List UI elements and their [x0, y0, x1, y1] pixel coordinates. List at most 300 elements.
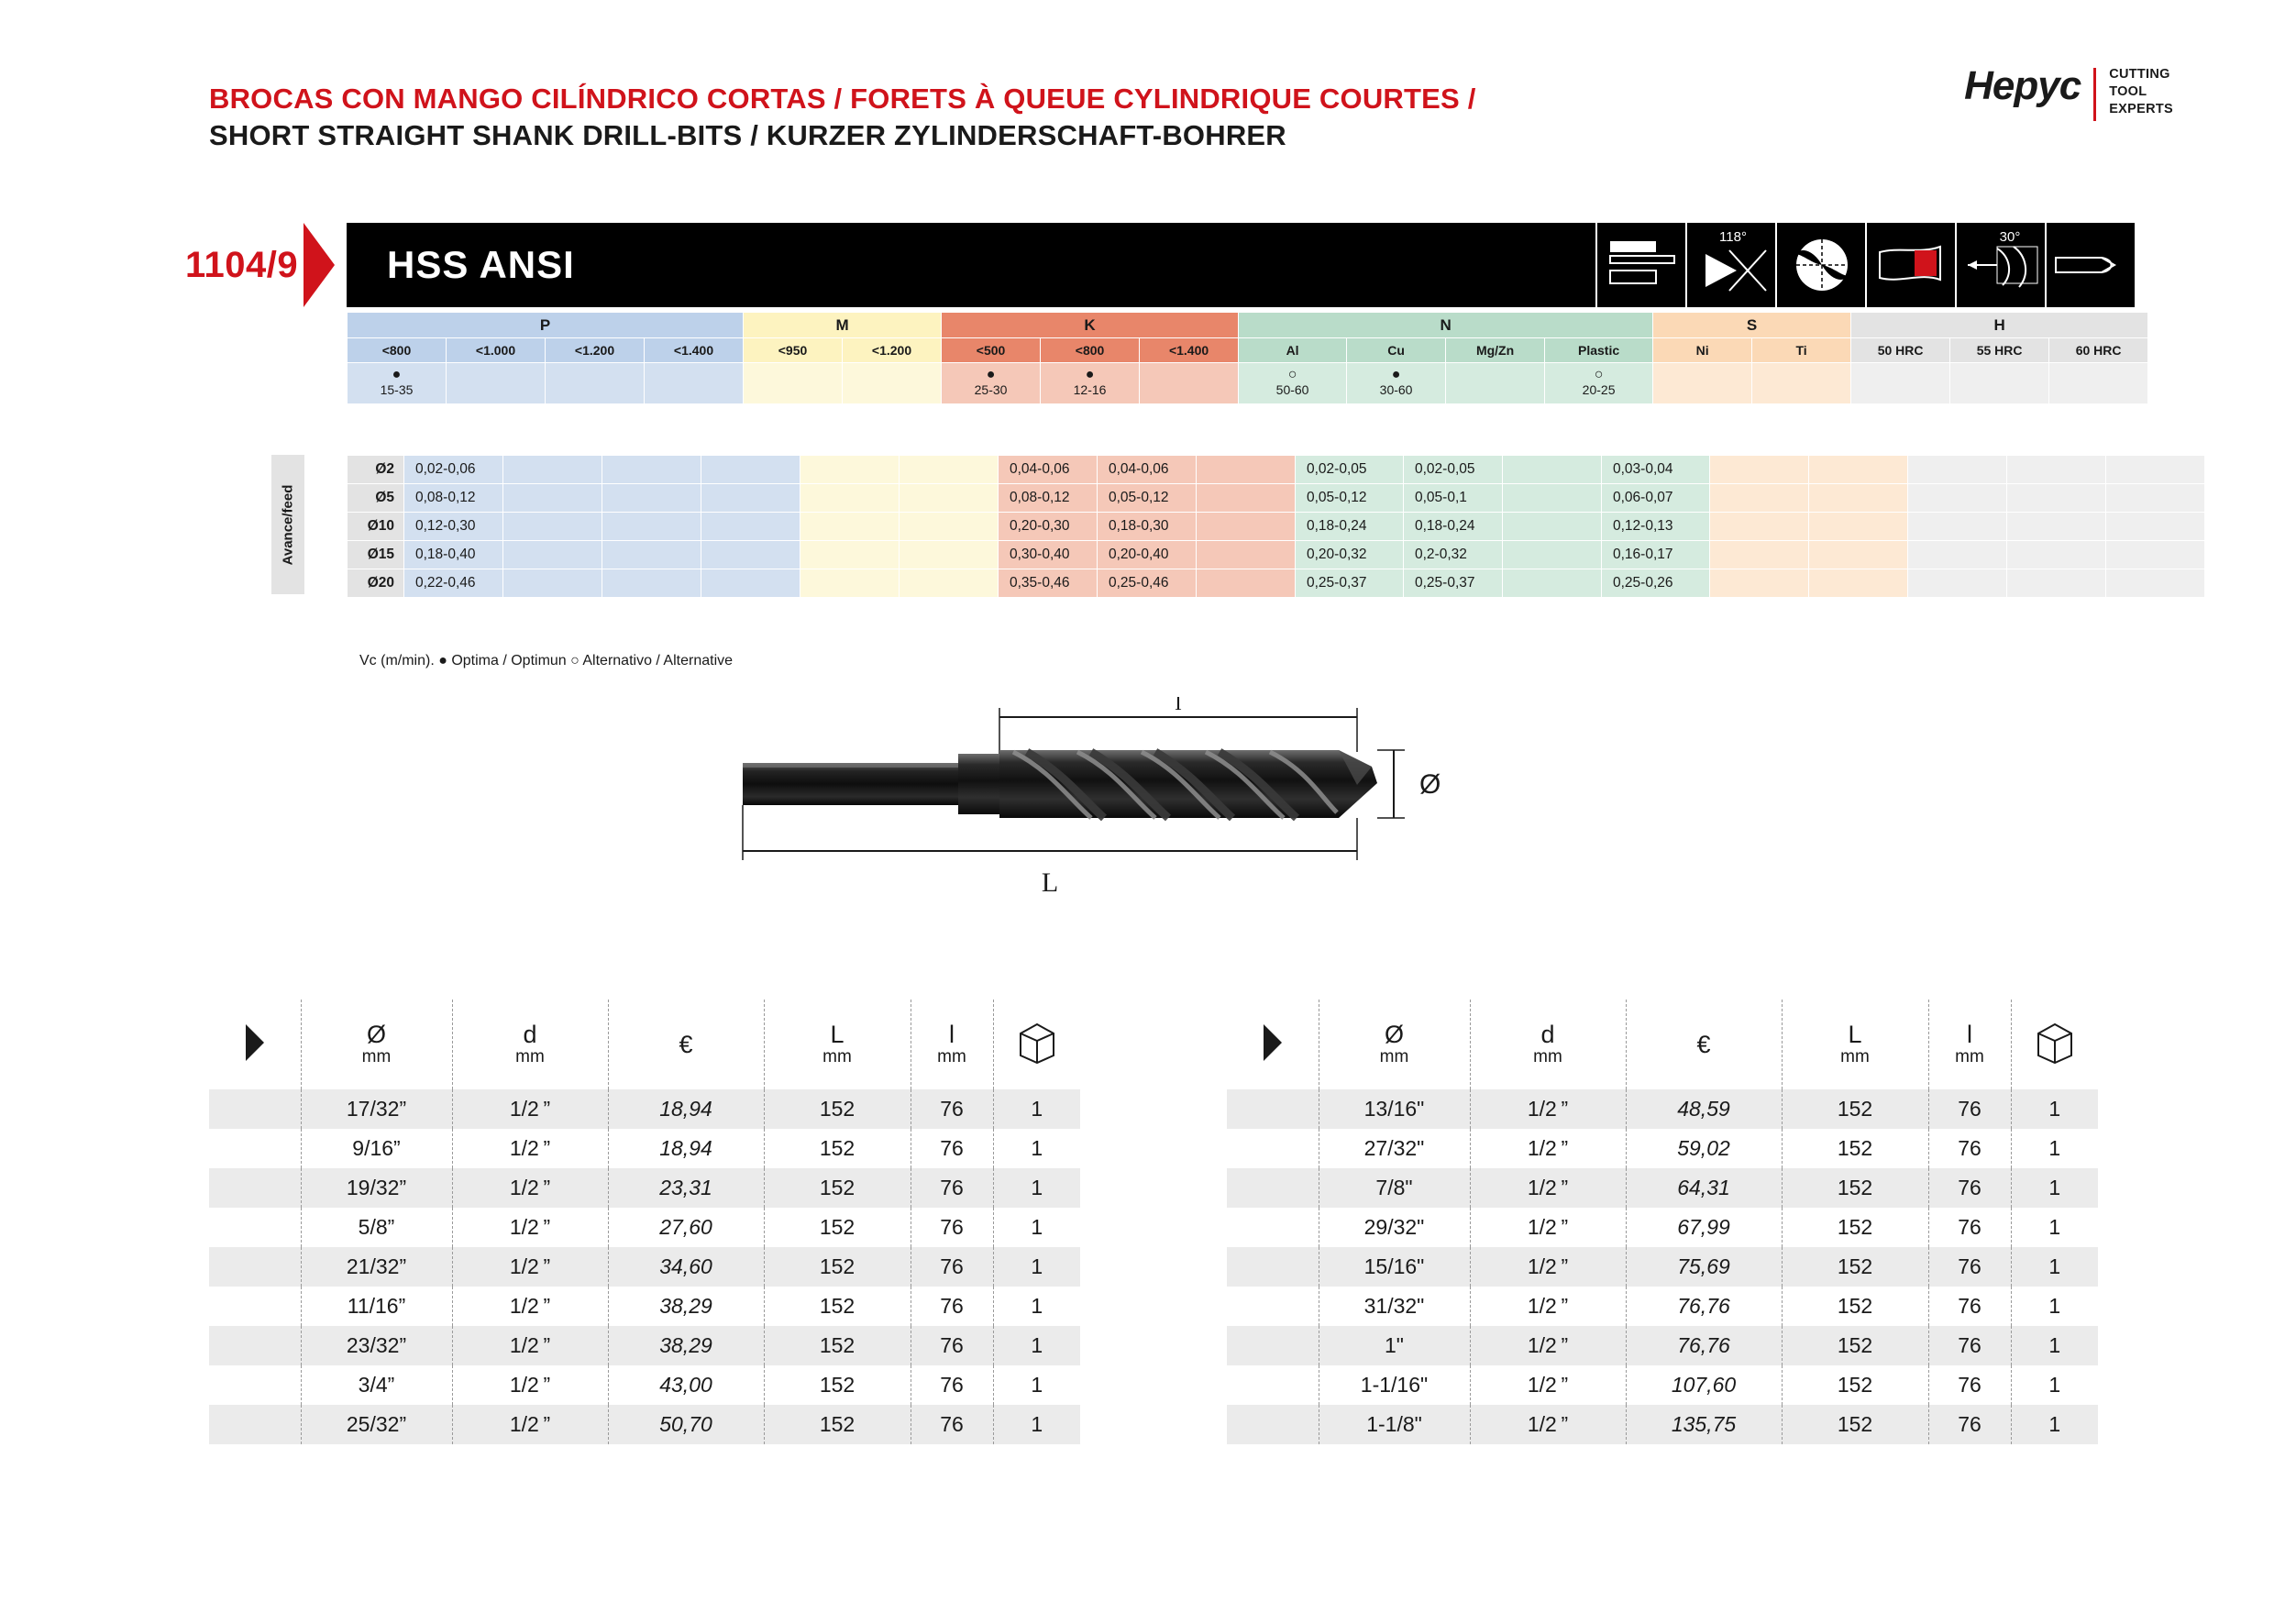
col-length: [1782, 1000, 1928, 1089]
cell-flute: 76: [1928, 1405, 2011, 1444]
price-rows-right: [1227, 1089, 2098, 1444]
row-arrow-icon: [209, 1000, 301, 1089]
table-row: [348, 569, 2205, 598]
feed-dia-4: Ø20: [348, 569, 404, 598]
table-row: [209, 1129, 1080, 1168]
feed-0-8: [1197, 456, 1296, 484]
cell-shank: 1/2 ”: [452, 1168, 608, 1208]
cell-shank: 1/2 ”: [452, 1089, 608, 1129]
feed-axis-label: [271, 455, 304, 594]
feed-1-5: [900, 484, 999, 513]
cell-flute: 76: [1928, 1287, 2011, 1326]
feed-0-7: 0,04-0,06: [1098, 456, 1197, 484]
cell-price: 59,02: [1626, 1129, 1782, 1168]
cell-pack: 1: [993, 1287, 1080, 1326]
feed-1-9: 0,05-0,12: [1296, 484, 1404, 513]
feed-2-13: [1710, 513, 1809, 541]
feed-4-12: 0,25-0,26: [1602, 569, 1710, 598]
price-header-row-left: [209, 1000, 1080, 1089]
vc-15: [1851, 363, 1950, 404]
sub-14: Ti: [1752, 338, 1851, 363]
table-row: [209, 1089, 1080, 1129]
sub-4: <950: [744, 338, 843, 363]
feed-2-14: [1809, 513, 1908, 541]
feed-0-2: [602, 456, 701, 484]
vc-6: [942, 363, 1041, 404]
feed-0-13: [1710, 456, 1809, 484]
cell-flute: 76: [911, 1089, 993, 1129]
product-banner: [183, 223, 2135, 307]
feed-1-7: 0,05-0,12: [1098, 484, 1197, 513]
cell-pack: 1: [2011, 1129, 2098, 1168]
cell-price: 75,69: [1626, 1247, 1782, 1287]
sub-16: 55 HRC: [1950, 338, 2049, 363]
table-row: [209, 1405, 1080, 1444]
vc-val-7: 12-16: [1073, 382, 1107, 398]
feed-4-17: [2106, 569, 2205, 598]
cell-length: 152: [1782, 1089, 1928, 1129]
feed-1-15: [1908, 484, 2007, 513]
cell-length: 152: [764, 1405, 911, 1444]
feed-2-2: [602, 513, 701, 541]
cell-price: 18,94: [608, 1089, 764, 1129]
feed-0-10: 0,02-0,05: [1404, 456, 1503, 484]
helix-angle-label: 30°: [1999, 229, 2021, 245]
feed-2-11: [1503, 513, 1602, 541]
row-arrow-cell: [209, 1208, 301, 1247]
feed-4-10: 0,25-0,37: [1404, 569, 1503, 598]
vc-16: [1950, 363, 2049, 404]
feed-dia-2: Ø10: [348, 513, 404, 541]
table-row: [348, 484, 2205, 513]
col-shank: [1470, 1000, 1626, 1089]
feed-4-5: [900, 569, 999, 598]
cell-length: 152: [1782, 1208, 1928, 1247]
row-arrow-cell: [1227, 1168, 1319, 1208]
dim-l-label: l: [1175, 697, 1182, 715]
price-table-left: [209, 1000, 1080, 1444]
group-M: M: [744, 313, 942, 338]
cell-price: 43,00: [608, 1365, 764, 1405]
table-row: [348, 513, 2205, 541]
group-S: S: [1653, 313, 1851, 338]
feed-1-8: [1197, 484, 1296, 513]
cell-diameter: 9/16”: [301, 1129, 452, 1168]
row-arrow-cell: [1227, 1089, 1319, 1129]
cell-shank: 1/2 ”: [452, 1247, 608, 1287]
table-row: [1227, 1247, 2098, 1287]
cell-shank: 1/2 ”: [452, 1129, 608, 1168]
cell-price: 38,29: [608, 1287, 764, 1326]
feed-2-7: 0,18-0,30: [1098, 513, 1197, 541]
vc-mark-12: ○: [1594, 367, 1604, 383]
sub-7: <800: [1041, 338, 1140, 363]
col-flute: [1928, 1000, 2011, 1089]
feed-dia-1: Ø5: [348, 484, 404, 513]
row-arrow-cell: [209, 1089, 301, 1129]
cell-pack: 1: [2011, 1168, 2098, 1208]
logo-tagline-1: CUTTING: [2109, 67, 2170, 82]
feed-3-9: 0,20-0,32: [1296, 541, 1404, 569]
vc-7: [1041, 363, 1140, 404]
sub-9: Al: [1239, 338, 1347, 363]
cell-shank: 1/2 ”: [452, 1326, 608, 1365]
feed-3-12: 0,16-0,17: [1602, 541, 1710, 569]
material-title: HSS ANSI: [387, 243, 575, 286]
cell-shank: 1/2 ”: [1470, 1287, 1626, 1326]
col-flute-unit: mm: [1955, 1047, 1984, 1067]
feed-2-4: [800, 513, 900, 541]
feed-3-11: [1503, 541, 1602, 569]
cell-price: 76,76: [1626, 1326, 1782, 1365]
cell-shank: 1/2 ”: [1470, 1247, 1626, 1287]
col-pack: [993, 1000, 1080, 1089]
sub-15: 50 HRC: [1851, 338, 1950, 363]
cell-length: 152: [764, 1247, 911, 1287]
cell-pack: 1: [993, 1208, 1080, 1247]
table-row: [1227, 1089, 2098, 1129]
feed-4-14: [1809, 569, 1908, 598]
feed-3-3: [701, 541, 800, 569]
row-arrow-cell: [209, 1129, 301, 1168]
sub-3: <1.400: [645, 338, 744, 363]
feed-0-4: [800, 456, 900, 484]
cell-shank: 1/2 ”: [452, 1287, 608, 1326]
feed-4-8: [1197, 569, 1296, 598]
cell-pack: 1: [2011, 1405, 2098, 1444]
feed-0-17: [2106, 456, 2205, 484]
feed-0-6: 0,04-0,06: [999, 456, 1098, 484]
col-length: [764, 1000, 911, 1089]
feed-4-1: [503, 569, 602, 598]
spec-icon-strip: [1595, 223, 2135, 307]
col-price: [608, 1000, 764, 1089]
sub-1: <1.000: [447, 338, 546, 363]
feed-dia-3: Ø15: [348, 541, 404, 569]
table-row: [348, 456, 2205, 484]
feed-4-13: [1710, 569, 1809, 598]
cell-price: 34,60: [608, 1247, 764, 1287]
feed-4-3: [701, 569, 800, 598]
cell-diameter: 1": [1319, 1326, 1470, 1365]
row-arrow-cell: [209, 1405, 301, 1444]
table-row: [1227, 1326, 2098, 1365]
table-row: [209, 1326, 1080, 1365]
feed-dia-0: Ø2: [348, 456, 404, 484]
cell-price: 48,59: [1626, 1089, 1782, 1129]
cell-pack: 1: [2011, 1365, 2098, 1405]
cell-diameter: 31/32": [1319, 1287, 1470, 1326]
cell-price: 38,29: [608, 1326, 764, 1365]
col-flute-sym: l: [949, 1020, 955, 1048]
row-arrow-cell: [1227, 1405, 1319, 1444]
vc-0: [348, 363, 447, 404]
row-arrow-cell: [1227, 1208, 1319, 1247]
feed-3-0: 0,18-0,40: [404, 541, 503, 569]
col-flute: [911, 1000, 993, 1089]
feed-1-0: 0,08-0,12: [404, 484, 503, 513]
feed-0-14: [1809, 456, 1908, 484]
col-shank-unit: mm: [1533, 1047, 1562, 1067]
vc-mark-7: ●: [1085, 367, 1095, 383]
feed-1-16: [2007, 484, 2106, 513]
material-speed-table: [347, 312, 2148, 404]
feed-2-15: [1908, 513, 2007, 541]
feed-2-17: [2106, 513, 2205, 541]
row-arrow-cell: [209, 1168, 301, 1208]
feed-4-9: 0,25-0,37: [1296, 569, 1404, 598]
price-header-row-right: [1227, 1000, 2098, 1089]
feed-4-4: [800, 569, 900, 598]
feed-2-6: 0,20-0,30: [999, 513, 1098, 541]
group-N: N: [1239, 313, 1653, 338]
group-K: K: [942, 313, 1239, 338]
cell-diameter: 5/8”: [301, 1208, 452, 1247]
point-angle-label: 118°: [1719, 229, 1747, 245]
cell-flute: 76: [1928, 1129, 2011, 1168]
cell-price: 107,60: [1626, 1365, 1782, 1405]
feed-1-11: [1503, 484, 1602, 513]
cell-diameter: 19/32”: [301, 1168, 452, 1208]
col-price: [1626, 1000, 1782, 1089]
cell-pack: 1: [993, 1365, 1080, 1405]
feed-4-0: 0,22-0,46: [404, 569, 503, 598]
cell-shank: 1/2 ”: [1470, 1326, 1626, 1365]
sub-17: 60 HRC: [2049, 338, 2148, 363]
cell-pack: 1: [2011, 1089, 2098, 1129]
col-diameter-sym: Ø: [366, 1020, 386, 1048]
vc-13: [1653, 363, 1752, 404]
cell-flute: 76: [1928, 1326, 2011, 1365]
table-row: [209, 1365, 1080, 1405]
feed-1-4: [800, 484, 900, 513]
row-arrow-cell: [1227, 1129, 1319, 1168]
sub-12: Plastic: [1545, 338, 1653, 363]
feed-2-9: 0,18-0,24: [1296, 513, 1404, 541]
cell-pack: 1: [993, 1247, 1080, 1287]
table-row: [1227, 1129, 2098, 1168]
table-row: [348, 541, 2205, 569]
cell-pack: 1: [2011, 1247, 2098, 1287]
col-length-unit: mm: [1840, 1047, 1870, 1067]
col-price-sym: €: [679, 1030, 693, 1058]
feed-0-16: [2007, 456, 2106, 484]
vc-9: [1239, 363, 1347, 404]
logo-tagline: [2109, 66, 2173, 118]
cell-diameter: 11/16”: [301, 1287, 452, 1326]
feed-4-6: 0,35-0,46: [999, 569, 1098, 598]
material-group-row: [348, 313, 2148, 338]
vc-5: [843, 363, 942, 404]
row-arrow-cell: [1227, 1247, 1319, 1287]
cell-shank: 1/2 ”: [1470, 1365, 1626, 1405]
vc-mark-6: ●: [986, 367, 996, 383]
vc-row: [348, 363, 2148, 404]
feed-0-1: [503, 456, 602, 484]
feed-3-14: [1809, 541, 1908, 569]
cell-length: 152: [1782, 1365, 1928, 1405]
feed-0-3: [701, 456, 800, 484]
cell-diameter: 1-1/16": [1319, 1365, 1470, 1405]
row-arrow-cell: [209, 1287, 301, 1326]
cell-flute: 76: [911, 1247, 993, 1287]
feed-0-9: 0,02-0,05: [1296, 456, 1404, 484]
sub-6: <500: [942, 338, 1041, 363]
cell-length: 152: [764, 1287, 911, 1326]
feed-3-15: [1908, 541, 2007, 569]
title-line-1: BROCAS CON MANGO CILÍNDRICO CORTAS / FORETS À QUEUE CYLINDRIQUE COURTES /: [209, 83, 1476, 115]
table-row: [1227, 1405, 2098, 1444]
cell-flute: 76: [1928, 1168, 2011, 1208]
cell-flute: 76: [1928, 1365, 2011, 1405]
product-figure: [724, 697, 1595, 935]
table-row: [209, 1287, 1080, 1326]
cell-length: 152: [764, 1365, 911, 1405]
sub-13: Ni: [1653, 338, 1752, 363]
feed-0-5: [900, 456, 999, 484]
col-length-unit: mm: [822, 1047, 852, 1067]
row-arrow-cell: [209, 1365, 301, 1405]
feed-2-3: [701, 513, 800, 541]
cell-price: 135,75: [1626, 1405, 1782, 1444]
row-arrow-cell: [209, 1326, 301, 1365]
col-diameter-sym: Ø: [1384, 1020, 1404, 1048]
dim-L-label: L: [1041, 867, 1059, 898]
cell-length: 152: [764, 1089, 911, 1129]
vc-mark-0: ●: [392, 367, 402, 383]
cell-diameter: 27/32": [1319, 1129, 1470, 1168]
feed-1-1: [503, 484, 602, 513]
feed-0-0: 0,02-0,06: [404, 456, 503, 484]
cell-length: 152: [1782, 1129, 1928, 1168]
cell-length: 152: [1782, 1168, 1928, 1208]
feed-3-1: [503, 541, 602, 569]
shank-step-icon: [1595, 223, 1685, 307]
cell-shank: 1/2 ”: [452, 1405, 608, 1444]
cell-flute: 76: [911, 1365, 993, 1405]
cell-shank: 1/2 ”: [452, 1208, 608, 1247]
cell-diameter: 1-1/8": [1319, 1405, 1470, 1444]
feed-4-7: 0,25-0,46: [1098, 569, 1197, 598]
cell-pack: 1: [993, 1129, 1080, 1168]
vc-17: [2049, 363, 2148, 404]
sub-2: <1.200: [546, 338, 645, 363]
vc-val-9: 50-60: [1275, 382, 1309, 398]
cell-diameter: 3/4”: [301, 1365, 452, 1405]
col-flute-sym: l: [1967, 1020, 1972, 1048]
logo-tagline-3: EXPERTS: [2109, 102, 2173, 117]
cell-length: 152: [1782, 1326, 1928, 1365]
vc-2: [546, 363, 645, 404]
cell-diameter: 13/16": [1319, 1089, 1470, 1129]
cell-pack: 1: [993, 1326, 1080, 1365]
cell-flute: 76: [911, 1168, 993, 1208]
vc-legend: Vc (m/min). ● Optima / Optimun ○ Alternativo / Alternative: [359, 653, 734, 668]
row-arrow-cell: [1227, 1365, 1319, 1405]
feed-1-10: 0,05-0,1: [1404, 484, 1503, 513]
vc-1: [447, 363, 546, 404]
row-arrow-cell: [209, 1247, 301, 1287]
feed-2-12: 0,12-0,13: [1602, 513, 1710, 541]
cell-flute: 76: [1928, 1208, 2011, 1247]
logo-wordmark: Hepyc: [1964, 63, 2081, 108]
cell-price: 50,70: [608, 1405, 764, 1444]
cell-diameter: 23/32”: [301, 1326, 452, 1365]
cell-diameter: 29/32": [1319, 1208, 1470, 1247]
feed-2-16: [2007, 513, 2106, 541]
cell-price: 67,99: [1626, 1208, 1782, 1247]
col-price-sym: €: [1696, 1030, 1711, 1058]
col-diameter-unit: mm: [1379, 1047, 1409, 1067]
cell-pack: 1: [993, 1168, 1080, 1208]
shank-type-icon: [2045, 223, 2135, 307]
col-flute-unit: mm: [937, 1047, 966, 1067]
feed-4-15: [1908, 569, 2007, 598]
feed-3-6: 0,30-0,40: [999, 541, 1098, 569]
box-icon: [1013, 1021, 1061, 1065]
feed-1-6: 0,08-0,12: [999, 484, 1098, 513]
feed-3-10: 0,2-0,32: [1404, 541, 1503, 569]
feed-4-2: [602, 569, 701, 598]
dim-diameter-label: Ø: [1419, 769, 1441, 800]
cell-pack: 1: [993, 1405, 1080, 1444]
page-title: [209, 81, 1768, 153]
sub-0: <800: [348, 338, 447, 363]
cell-flute: 76: [911, 1326, 993, 1365]
cell-pack: 1: [2011, 1208, 2098, 1247]
vc-10: [1347, 363, 1446, 404]
cell-price: 27,60: [608, 1208, 764, 1247]
col-pack: [2011, 1000, 2098, 1089]
sub-11: Mg/Zn: [1446, 338, 1545, 363]
cell-shank: 1/2 ”: [1470, 1405, 1626, 1444]
cell-flute: 76: [911, 1208, 993, 1247]
cell-length: 152: [1782, 1287, 1928, 1326]
feed-1-13: [1710, 484, 1809, 513]
feed-3-4: [800, 541, 900, 569]
feed-2-0: 0,12-0,30: [404, 513, 503, 541]
cell-length: 152: [764, 1208, 911, 1247]
logo-tagline-2: TOOL: [2109, 84, 2147, 100]
vc-mark-9: ○: [1287, 367, 1297, 383]
col-diameter: [1319, 1000, 1470, 1089]
cell-shank: 1/2 ”: [452, 1365, 608, 1405]
title-line-2: SHORT STRAIGHT SHANK DRILL-BITS / KURZER ZYLINDERSCHAFT-BOHRER: [209, 118, 1286, 151]
cell-price: 23,31: [608, 1168, 764, 1208]
sub-5: <1.200: [843, 338, 942, 363]
col-shank-sym: d: [1540, 1020, 1555, 1048]
feed-4-16: [2007, 569, 2106, 598]
row-arrow-cell: [1227, 1287, 1319, 1326]
price-table-right: [1227, 1000, 2098, 1444]
cell-length: 152: [764, 1326, 911, 1365]
cell-pack: 1: [993, 1089, 1080, 1129]
col-shank-unit: mm: [515, 1047, 545, 1067]
helix-angle-icon: [1955, 223, 2045, 307]
cell-price: 18,94: [608, 1129, 764, 1168]
vc-val-0: 15-35: [380, 382, 414, 398]
cell-length: 152: [764, 1168, 911, 1208]
vc-val-6: 25-30: [974, 382, 1008, 398]
feed-table: [347, 455, 2205, 598]
feed-axis-label-text: Avance/feed: [280, 484, 296, 565]
feed-1-3: [701, 484, 800, 513]
cell-flute: 76: [911, 1405, 993, 1444]
cell-diameter: 15/16": [1319, 1247, 1470, 1287]
group-H: H: [1851, 313, 2148, 338]
feed-2-10: 0,18-0,24: [1404, 513, 1503, 541]
point-angle-icon: [1685, 223, 1775, 307]
